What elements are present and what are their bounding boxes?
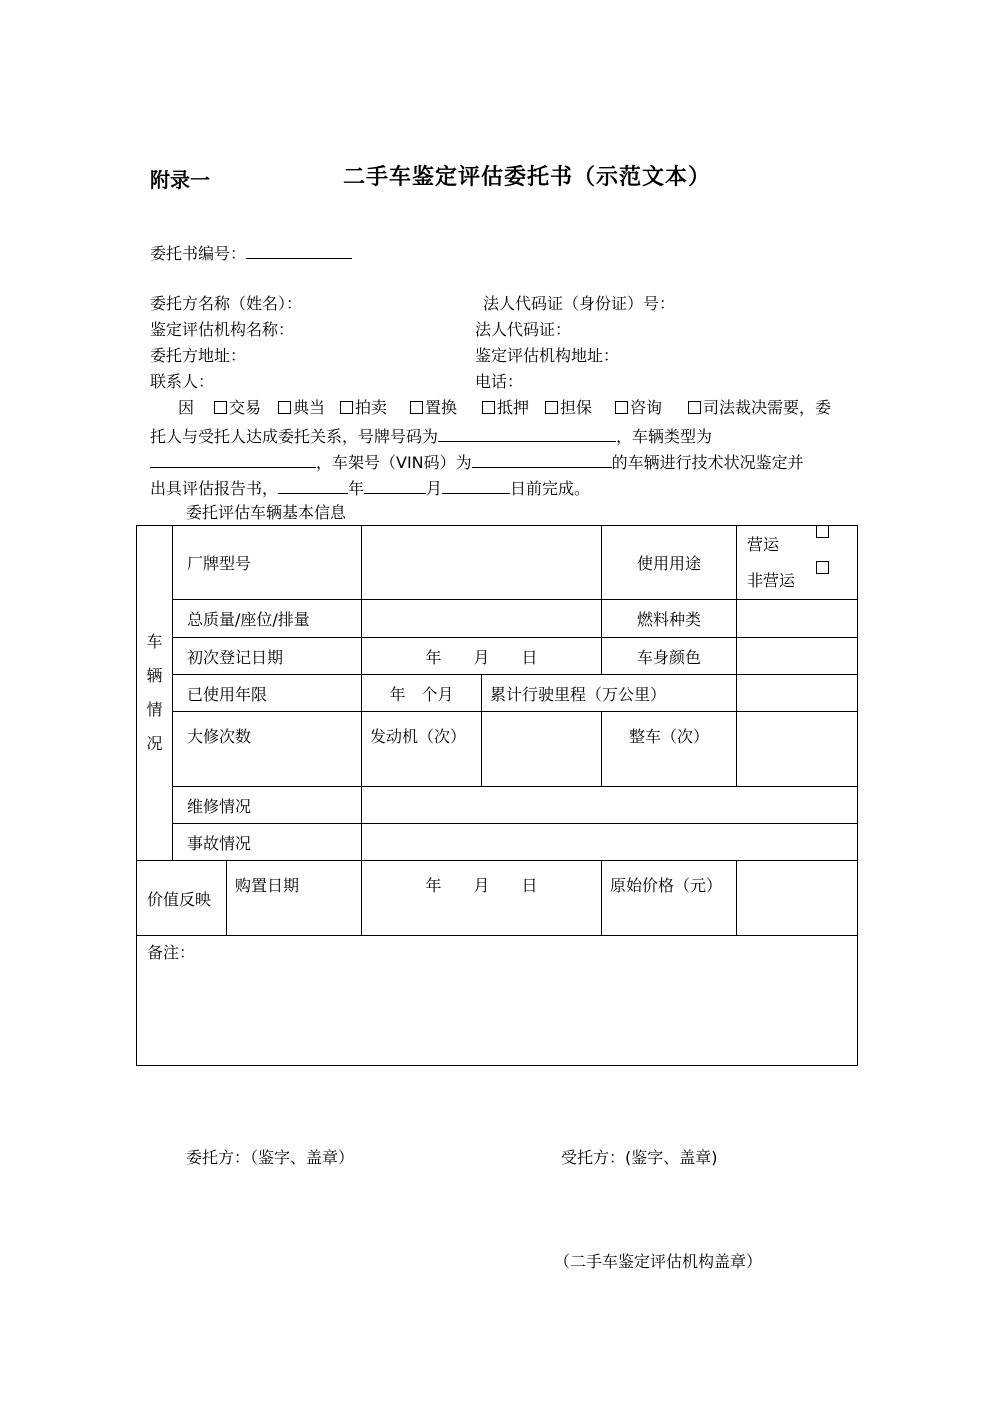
reason-judicial[interactable]: 司法裁决需要，委 (688, 398, 831, 418)
reason-consult[interactable]: 咨询 (615, 398, 662, 418)
agency-legal-code-label: 法人代码证： (475, 320, 572, 339)
commercial-label: 营运 (747, 534, 780, 554)
non-commercial-label: 非营运 (747, 570, 796, 590)
mass-seat-disp-label: 总质量/座位/排量 (173, 600, 362, 638)
trustee-signature: 受托方：(鉴字、盖章) (561, 1148, 718, 1167)
checkbox-icon[interactable] (340, 401, 353, 414)
repair-status-value[interactable] (362, 787, 858, 824)
fuel-type-label: 燃料种类 (602, 600, 737, 638)
client-signature: 委托方：（鉴字、盖章） (186, 1148, 355, 1167)
purchase-date-value[interactable]: 年 月 日 (362, 861, 602, 936)
first-reg-date-value[interactable]: 年 月 日 (362, 638, 602, 675)
mass-seat-disp-value[interactable] (362, 600, 602, 638)
usage-label: 使用用途 (602, 526, 737, 600)
years-used-label: 已使用年限 (173, 675, 362, 712)
non-commercial-checkbox[interactable] (816, 561, 829, 574)
deadline-day-field[interactable] (442, 477, 510, 494)
accident-status-value[interactable] (362, 824, 858, 861)
checkbox-icon[interactable] (688, 401, 701, 414)
reason-mortgage[interactable]: 抵押 (482, 398, 529, 418)
because-label: 因 (178, 398, 195, 417)
years-used-value[interactable]: 年 个月 (362, 675, 482, 712)
original-price-label: 原始价格（元） (602, 861, 737, 936)
original-price-value[interactable] (737, 861, 858, 936)
doc-number-label: 委托书编号： (150, 244, 247, 263)
checkbox-icon[interactable] (410, 401, 423, 414)
body-color-value[interactable] (737, 638, 858, 675)
engine-times-value[interactable] (482, 712, 602, 787)
repair-status-label: 维修情况 (173, 787, 362, 824)
agency-address-label: 鉴定评估机构地址： (475, 346, 620, 365)
paragraph-line-3: ，车架号（VIN码）为 的车辆进行技术状况鉴定并 (150, 451, 804, 473)
vin-field[interactable] (472, 451, 612, 468)
first-reg-date-label: 初次登记日期 (173, 638, 362, 675)
value-reflect-label: 价值反映 (137, 861, 227, 936)
mileage-value[interactable] (737, 675, 858, 712)
agency-name-label: 鉴定评估机构名称： (150, 320, 295, 339)
vehicle-info-table (136, 525, 858, 1066)
agency-seal-label: （二手车鉴定评估机构盖章） (554, 1252, 763, 1271)
phone-label: 电话： (475, 372, 524, 391)
reason-trade[interactable]: 交易 (214, 398, 261, 418)
commercial-checkbox[interactable] (816, 525, 829, 538)
brand-model-label: 厂牌型号 (173, 526, 362, 600)
deadline-year-field[interactable] (278, 477, 348, 494)
checkbox-icon[interactable] (214, 401, 227, 414)
document-title: 二手车鉴定评估委托书（示范文本） (343, 165, 712, 190)
appendix-label: 附录一 (150, 168, 210, 192)
vehicle-type-field[interactable] (150, 451, 316, 468)
doc-number-row (150, 242, 352, 264)
vehicle-times-value[interactable] (737, 712, 858, 787)
purchase-date-label: 购置日期 (227, 861, 362, 936)
client-address-label: 委托方地址： (150, 346, 247, 365)
fuel-type-value[interactable] (737, 600, 858, 638)
checkbox-icon[interactable] (482, 401, 495, 414)
plate-number-field[interactable] (438, 425, 616, 442)
paragraph-line-2: 托人与受托人达成委托关系，号牌号码为 ，车辆类型为 (150, 427, 713, 446)
checkbox-icon[interactable] (278, 401, 291, 414)
legal-id-label: 法人代码证（身份证）号： (483, 294, 676, 313)
reason-guarantee[interactable]: 担保 (545, 398, 592, 418)
paragraph-line-4: 出具评估报告书， 年 月 日前完成。 (150, 479, 591, 498)
doc-number-field[interactable] (246, 242, 352, 259)
body-color-label: 车身颜色 (602, 638, 737, 675)
brand-model-value[interactable] (362, 526, 602, 600)
overhaul-count-label: 大修次数 (173, 712, 362, 787)
deadline-month-field[interactable] (364, 477, 426, 494)
accident-status-label: 事故情况 (173, 824, 362, 861)
vehicle-group-cell: 车 辆 情 况 (137, 526, 173, 861)
reason-auction[interactable]: 拍卖 (340, 398, 387, 418)
usage-options (737, 526, 858, 600)
contact-label: 联系人： (150, 372, 215, 391)
reason-replace[interactable]: 置换 (410, 398, 457, 418)
reason-pawn[interactable]: 典当 (278, 398, 325, 418)
remarks-label: 备注： (147, 943, 196, 962)
table-caption: 委托评估车辆基本信息 (186, 503, 347, 522)
mileage-label: 累计行驶里程（万公里） (482, 675, 737, 712)
remarks-cell[interactable] (137, 936, 858, 1066)
engine-times-label: 发动机（次） (362, 712, 482, 787)
client-name-label: 委托方名称（姓名）： (150, 294, 303, 313)
checkbox-icon[interactable] (615, 401, 628, 414)
vehicle-times-label: 整车（次） (602, 712, 737, 787)
checkbox-icon[interactable] (545, 401, 558, 414)
